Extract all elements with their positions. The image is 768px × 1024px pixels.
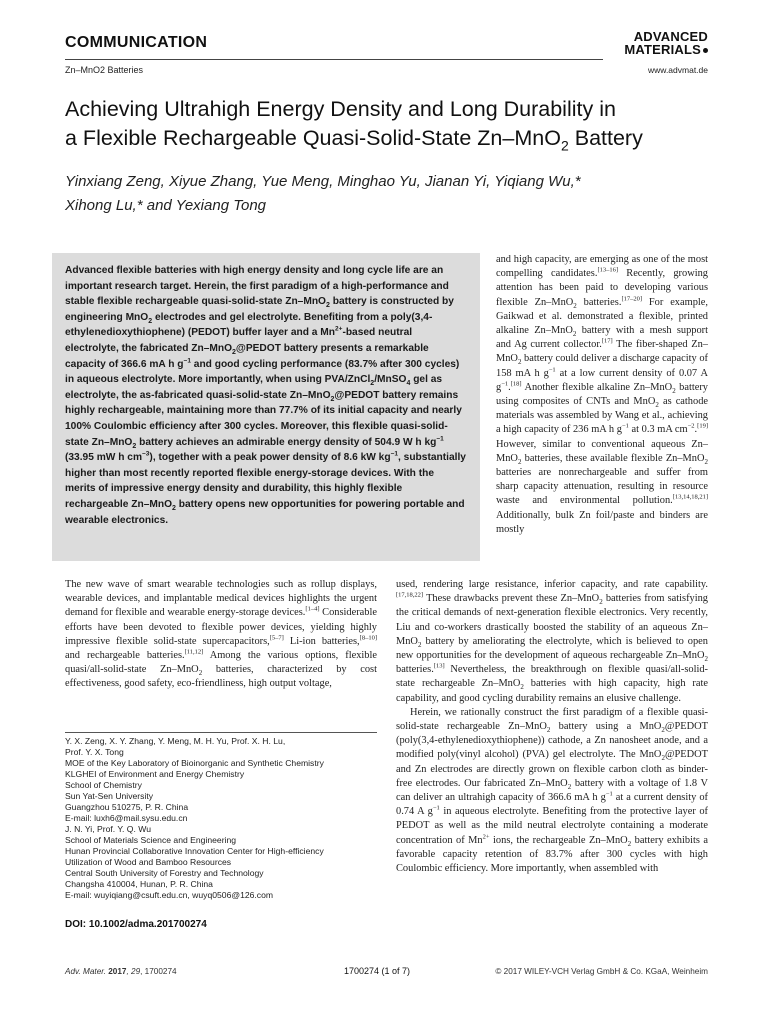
affiliation-line: Prof. Y. X. Tong (65, 747, 124, 757)
author-line-1: Yinxiang Zeng, Xiyue Zhang, Yue Meng, Minghao Yu, Jianan Yi, Yiqiang Wu,* (65, 173, 581, 190)
abstract-box (52, 253, 480, 561)
journal-logo-line1: ADVANCED (633, 29, 708, 44)
citation[interactable]: [5–7] (269, 634, 284, 642)
affiliation-email[interactable]: E-mail: luxh6@mail.sysu.edu.cn (65, 813, 188, 823)
affiliation-line: Sun Yat-Sen University (65, 791, 154, 801)
affiliation-line: School of Materials Science and Engineering (65, 835, 237, 845)
citation[interactable]: [19] (697, 422, 708, 430)
citation[interactable]: [13–16] (597, 266, 619, 274)
logo-dot-icon (703, 48, 708, 53)
affiliation-line: KLGHEI of Environment and Energy Chemistry (65, 769, 245, 779)
topic-label: Zn–MnO2 Batteries (65, 65, 144, 75)
citation[interactable]: [13,14,18,21] (672, 493, 708, 501)
author-line-2: Xihong Lu,* and Yexiang Tong (65, 197, 267, 214)
paragraph: used, rendering large resistance, inferior capacity, and rate capability.[17,18,22] These drawbacks prevent these Zn–MnO$_2$ batteries from satisfying the critical demands of next-generation flexible electronics. Very recently, Liu and co-workers drastically boosted the stability of an aqueous Zn–MnO$_2$ battery by ameliorating the electrolyte, which is believed to open new opportunities for the development of aqueous rechargeable Zn–MnO$_2$ batteries.[13] Nevertheless, the breakthrough on flexible quasi/all-solid-state rechargeable Zn–MnO$_2$ batteries with high capacity, high rate capability, and good cycling durability remains an elusive challenge. (396, 579, 708, 704)
citation[interactable]: [13] (433, 662, 445, 670)
citation[interactable]: [18] (510, 380, 522, 388)
footer-citation: Adv. Mater. 2017, 29, 1700274 (65, 967, 177, 976)
affiliation-line: Utilization of Wood and Bamboo Resources (65, 857, 232, 867)
affiliation-line: MOE of the Key Laboratory of Bioinorganic and Synthetic Chemistry (65, 758, 324, 768)
title-line-1: Achieving Ultrahigh Energy Density and Long Durability in (65, 97, 616, 121)
author-list (65, 170, 705, 218)
journal-logo-line2: MATERIALS (606, 43, 708, 56)
footer-copyright: © 2017 WILEY-VCH Verlag GmbH & Co. KGaA, Weinheim (495, 967, 708, 976)
journal-logo (606, 30, 708, 56)
citation[interactable]: [17,18,22] (396, 591, 424, 599)
page-number: 1700274 (1 of 7) (344, 966, 411, 976)
abstract-text: Advanced flexible batteries with high energy density and long cycle life are an important research target. Herein, the first paradigm of a high-performance and stable flexible rechargeable quasi-solid-state Zn–MnO$_2$ battery is constructed by engineering MnO$_2$ electrodes and gel electrolyte. Benefiting from a poly(3,4-ethylenedioxythiophene) (PEDOT) buffer layer and a $Mn^{2+}$-based neutral electrolyte, the fabricated Zn–MnO$_2$@PEDOT battery presents a remarkable capacity of 366.6 mA h $g^{-1}$ and good cycling performance (83.7% after 300 cycles) in aqueous electrolyte. More importantly, when using PVA/ZnCl$_2$/MnSO$_4$ gel as electrolyte, the as-fabricated quasi-solid-state Zn–MnO$_2$@PEDOT battery remains highly rechargeable, maintaining more than 77.7% of its initial capacity and nearly 100% Coulombic efficiency after 300 cycles. Moreover, this flexible quasi-solid-state Zn–MnO$_2$ battery achieves an admirable energy density of 504.9 W h $kg^{-1}$ (33.95 mW h $cm^{-3}$), together with a peak power density of 8.6 kW $kg^{-1}$, substantially higher than most recently reported flexible energy-storage devices. With the merits of impressive energy density and durability, this highly flexible rechargeable Zn–MnO$_2$ battery opens new opportunities for powering portable and wearable electronics. (65, 265, 466, 526)
citation[interactable]: [1–4] (305, 605, 320, 613)
affiliation-line: J. N. Yi, Prof. Y. Q. Wu (65, 824, 151, 834)
citation[interactable]: [17–20] (621, 295, 643, 303)
affiliation-line: Guangzhou 510275, P. R. China (65, 802, 189, 812)
doi-link[interactable]: DOI: 10.1002/adma.201700274 (65, 919, 207, 930)
body-text-left (65, 578, 377, 692)
article-title (65, 95, 725, 153)
journal-url[interactable]: www.advmat.de (648, 65, 708, 75)
affiliation-rule (65, 732, 377, 733)
affiliation-email[interactable]: E-mail: wuyiqiang@csuft.edu.cn, wuyq0506@126.com (65, 890, 274, 900)
paragraph: Herein, we rationally construct the first paradigm of a flexible quasi-solid-state rechargeable Zn–MnO$_2$ battery using a MnO$_2$@PEDOT (poly(3,4-ethylenedioxythiophene)) cathode, a Zn nanosheet anode, and a modified poly(vinyl alcohol) (PVA) gel electrolyte. The MnO$_2$@PEDOT and Zn electrodes are directly grown on flexible carbon cloth as binder-free electrodes. Our fabricated Zn–MnO$_2$ battery with a voltage of 1.8 V can deliver an ultrahigh capacity of 366.6 mA h $g^{-1}$ at a current density of 0.74 A $g^{-1}$ in aqueous electrolyte. Benefiting from the protective layer of PEDOT as well as the mild neutral electrolyte containing a moderate concentration of $Mn^{2+}$ ions, the rechargeable Zn–MnO$_2$ battery exhibits a favorable capacity retention of 83.7% after 300 cycles with high Coulombic efficiency. More importantly, when assembled with (396, 706, 709, 875)
body-text-right (396, 578, 708, 876)
citation[interactable]: [8–10] (359, 634, 377, 642)
affiliation-line: School of Chemistry (65, 780, 142, 790)
affiliation-line: Central South University of Forestry and Technology (65, 868, 264, 878)
citation[interactable]: [17] (601, 337, 613, 345)
affiliation-line: Hunan Provincial Collaborative Innovation Center for High-efficiency (65, 846, 324, 856)
body-text-right-top (496, 253, 708, 537)
affiliations (65, 736, 385, 901)
affiliation-line: Y. X. Zeng, X. Y. Zhang, Y. Meng, M. H. Yu, Prof. X. H. Lu, (65, 736, 286, 746)
paragraph: and high capacity, are emerging as one of the most compelling candidates.[13–16] Recently, growing attention has been paid to developing various flexible Zn–MnO$_2$ batteries.[17–20] For example, Gaikwad et al. demonstrated a flexible, printed alkaline Zn–MnO$_2$ battery with a mesh support and Ag current collector.[17] The fiber-shaped Zn–MnO$_2$ battery could deliver a discharge capacity of 158 mA h $g^{-1}$ at a low current density of 0.07 A $g^{-1}.[18]$ Another flexible alkaline Zn–MnO$_2$ battery using composites of CNTs and MnO$_2$ as cathode materials was assembled by Wang et al., achieving a high capacity of 236 mA h $g^{-1}$ at 0.3 mA $cm^{-2}.[19]$ However, similar to conventional aqueous Zn–MnO$_2$ batteries, these available flexible Zn–MnO$_2$ batteries are nonrechargeable and suffer from sharp capacity attenuation, resulting in resource waste and environmental pollution.[13,14,18,21] Additionally, bulk Zn foil/paste and binders are mostly (496, 254, 708, 535)
title-line-2: a Flexible Rechargeable Quasi-Solid-State Zn–MnO$_2$ Battery (65, 126, 643, 154)
header-rule (65, 59, 603, 60)
citation[interactable]: [11,12] (184, 648, 204, 656)
section-label: COMMUNICATION (65, 34, 208, 51)
paragraph: The new wave of smart wearable technologies such as rollup displays, wearable devices, and implantable medical devices highlights the urgent demand for flexible and wearable energy-storage devices.[1–4] Considerable efforts have been devoted to flexible power devices, yielding highly impressive flexible solid-state supercapacitors,[5–7] Li-ion batteries,[8–10] and rechargeable batteries.[11,12] Among the various options, flexible quasi/all-solid-state Zn–MnO$_2$ batteries, characterized by cost effectiveness, good safety, eco-friendliness, high output voltage, (65, 579, 377, 690)
affiliation-line: Changsha 410004, Hunan, P. R. China (65, 879, 213, 889)
